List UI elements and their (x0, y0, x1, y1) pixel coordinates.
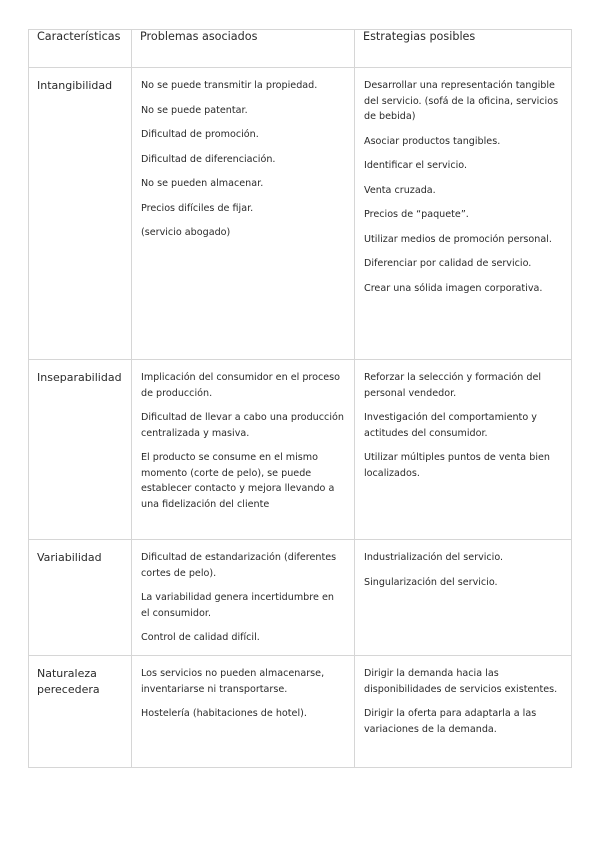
strategy-item: Dirigir la demanda hacia las disponibilidades de servicios existentes. (364, 668, 558, 695)
problems-cell (132, 68, 355, 360)
feature-cell: Naturaleza perecedera (29, 656, 132, 768)
table-row (29, 656, 572, 768)
problem-item: El producto se consume en el mismo momento (corte de pelo), se puede establecer contacto y mejora llevando a una fidelización del cliente (141, 452, 335, 510)
header-features: Características (29, 30, 132, 68)
header-strategies: Estrategias posibles (355, 30, 572, 68)
table-row (29, 360, 572, 540)
problem-item: Precios difíciles de fijar. (141, 202, 254, 214)
problem-item: Hostelería (habitaciones de hotel). (141, 708, 307, 719)
problems-cell (132, 656, 355, 768)
strategy-item: Utilizar múltiples puntos de venta bien localizados. (364, 452, 550, 479)
strategies-cell (355, 68, 572, 360)
problem-item: Los servicios no pueden almacenarse, inventariarse ni transportarse. (141, 668, 325, 695)
strategy-item: Diferenciar por calidad de servicio. (364, 258, 532, 269)
feature-cell: Inseparabilidad (29, 360, 132, 540)
strategy-item: Dirigir la oferta para adaptarla a las variaciones de la demanda. (364, 708, 537, 735)
problem-item: No se pueden almacenar. (141, 178, 264, 189)
strategy-item: Industrialización del servicio. (364, 552, 504, 563)
strategy-item: Investigación del comportamiento y actitudes del consumidor. (364, 412, 537, 439)
header-row (29, 30, 572, 68)
strategy-item: Singularización del servicio. (364, 576, 498, 588)
problem-item: No se puede transmitir la propiedad. (141, 80, 318, 91)
problems-cell (132, 540, 355, 656)
strategies-cell (355, 360, 572, 540)
strategy-item: Utilizar medios de promoción personal. (364, 233, 552, 245)
problem-item: Implicación del consumidor en el proceso de producción. (141, 372, 341, 399)
header-problems: Problemas asociados (132, 30, 355, 68)
problems-cell (132, 360, 355, 540)
table-row (29, 68, 572, 360)
problem-item: La variabilidad genera incertidumbre en el consumidor. (141, 592, 334, 619)
strategy-item: Identificar el servicio. (364, 160, 468, 171)
services-characteristics-table (28, 29, 572, 768)
problem-item: (servicio abogado) (141, 227, 231, 238)
strategy-item: Reforzar la selección y formación del personal vendedor. (364, 372, 542, 399)
problem-item: Control de calidad difícil. (141, 632, 260, 643)
problem-item: Dificultad de estandarización (diferentes cortes de pelo). (141, 552, 337, 579)
feature-cell: Intangibilidad (29, 68, 132, 360)
feature-cell: Variabilidad (29, 540, 132, 656)
strategy-item: Venta cruzada. (364, 184, 436, 196)
strategy-item: Desarrollar una representación tangible del servicio. (sofá de la oficina, servicios de bebida) (364, 80, 559, 122)
table-row (29, 540, 572, 656)
problem-item: Dificultad de diferenciación. (141, 153, 276, 165)
problem-item: No se puede patentar. (141, 104, 248, 116)
strategies-cell (355, 656, 572, 768)
strategies-cell (355, 540, 572, 656)
problem-item: Dificultad de llevar a cabo una producción centralizada y masiva. (141, 412, 344, 439)
problem-item: Dificultad de promoción. (141, 129, 259, 140)
strategy-item: Precios de “paquete”. (364, 209, 469, 220)
strategy-item: Crear una sólida imagen corporativa. (364, 282, 543, 294)
strategy-item: Asociar productos tangibles. (364, 135, 501, 147)
